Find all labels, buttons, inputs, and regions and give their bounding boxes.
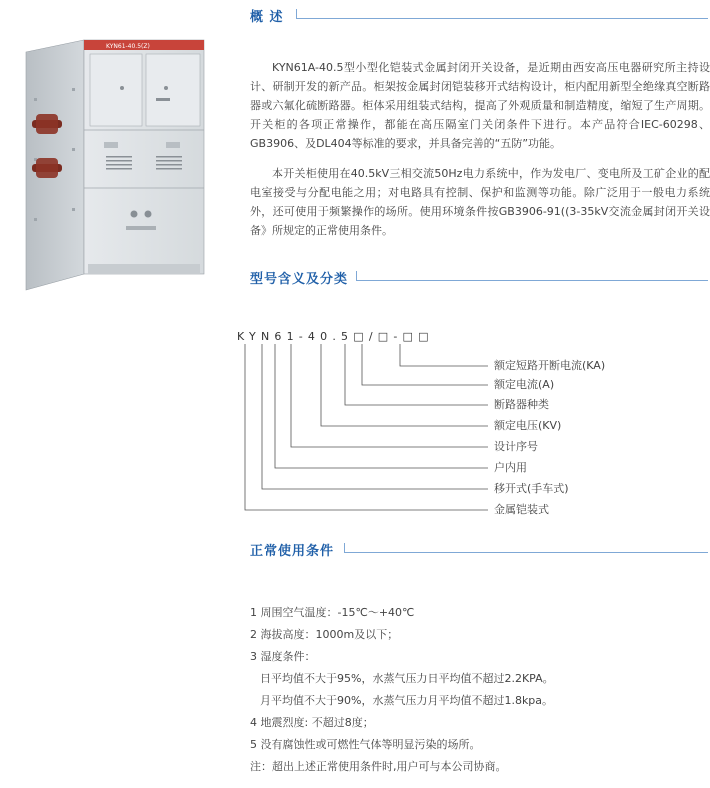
- code-label-withdrawable: 移开式(手车式): [494, 482, 569, 495]
- code-label-breaker-type: 断路器种类: [494, 398, 549, 411]
- code-label-breaking-current: 额定短路开断电流(KA): [494, 359, 606, 372]
- condition-item: 1 周围空气温度：-15℃～+40℃: [250, 606, 415, 619]
- model-title-rule: [356, 270, 708, 281]
- condition-item: 5 没有腐蚀性或可燃性气体等明显污染的场所。: [250, 738, 481, 751]
- code-label-rated-current: 额定电流(A): [494, 378, 555, 391]
- code-leader-line: [362, 344, 488, 385]
- code-label-rated-voltage: 额定电压(KV): [494, 419, 562, 432]
- code-leader-line: [400, 344, 488, 366]
- condition-item: 2 海拔高度：1000m及以下；: [250, 628, 399, 641]
- condition-item: 月平均值不大于90%，水蒸气压力月平均值不超过1.8kpa。: [260, 694, 554, 707]
- overview-paragraph-2: 本开关柜使用在40.5kV三相交流50Hz电力系统中，作为发电厂、变电所及工矿企业的配电室接受与分配电能之用；对电路具有控制、保护和监测等功能。除广泛用于一般电力系统外，还可使用于频繁操作的场所。使用环境条件按GB3906-91((3-35kV交流金属封闭开关设备》所规定的正常使用条件。: [250, 167, 710, 237]
- condition-item: 4 地震烈度: 不超过8度；: [250, 716, 374, 729]
- model-title: 型号含义及分类: [250, 272, 349, 287]
- condition-item: 3 湿度条件：: [250, 650, 316, 663]
- code-leader-line: [275, 344, 488, 468]
- code-leader-line: [245, 344, 488, 510]
- code-leader-line: [321, 344, 488, 426]
- code-leader-line: [262, 344, 488, 489]
- model-code: KYN61-40.5□/□-□□: [237, 330, 434, 343]
- overview-title: 概 述: [250, 10, 284, 25]
- condition-item: 日平均值不大于95%，水蒸气压力日平均值不超过2.2KPA。: [260, 672, 554, 685]
- conditions-title: 正常使用条件: [250, 544, 335, 559]
- code-label-design-serial: 设计序号: [494, 440, 538, 453]
- condition-note: 注：超出上述正常使用条件时,用户可与本公司协商。: [250, 760, 507, 773]
- code-label-metal-armored: 金属铠装式: [494, 503, 549, 516]
- overview-title-rule: [296, 8, 708, 19]
- code-leader-line: [345, 344, 488, 405]
- code-leader-line: [291, 344, 488, 447]
- code-label-indoor: 户内用: [494, 461, 527, 474]
- nameplate-text: KYN61-40.5(Z): [106, 43, 150, 50]
- overview-paragraph-1: KYN61A-40.5型小型化铠装式金属封闭开关设备，是近期由西安高压电器研究所主持设计、研制开发的新产品。柜架按金属封闭铠装移开式结构设计，柜内配用新型全绝缘真空断路器或六氟化硫断路器。柜体采用组装式结构，提高了外观质量和制造精度，缩短了生产周期。开关柜的各项正常操作，都能在高压隔室门关闭条件下进行。本产品符合IEC-60298、GB3906、及DL404等标准的要求，并具备完善的“五防”功能。: [250, 61, 710, 150]
- conditions-title-rule: [344, 542, 708, 553]
- switchgear-cabinet-image: [6, 38, 206, 300]
